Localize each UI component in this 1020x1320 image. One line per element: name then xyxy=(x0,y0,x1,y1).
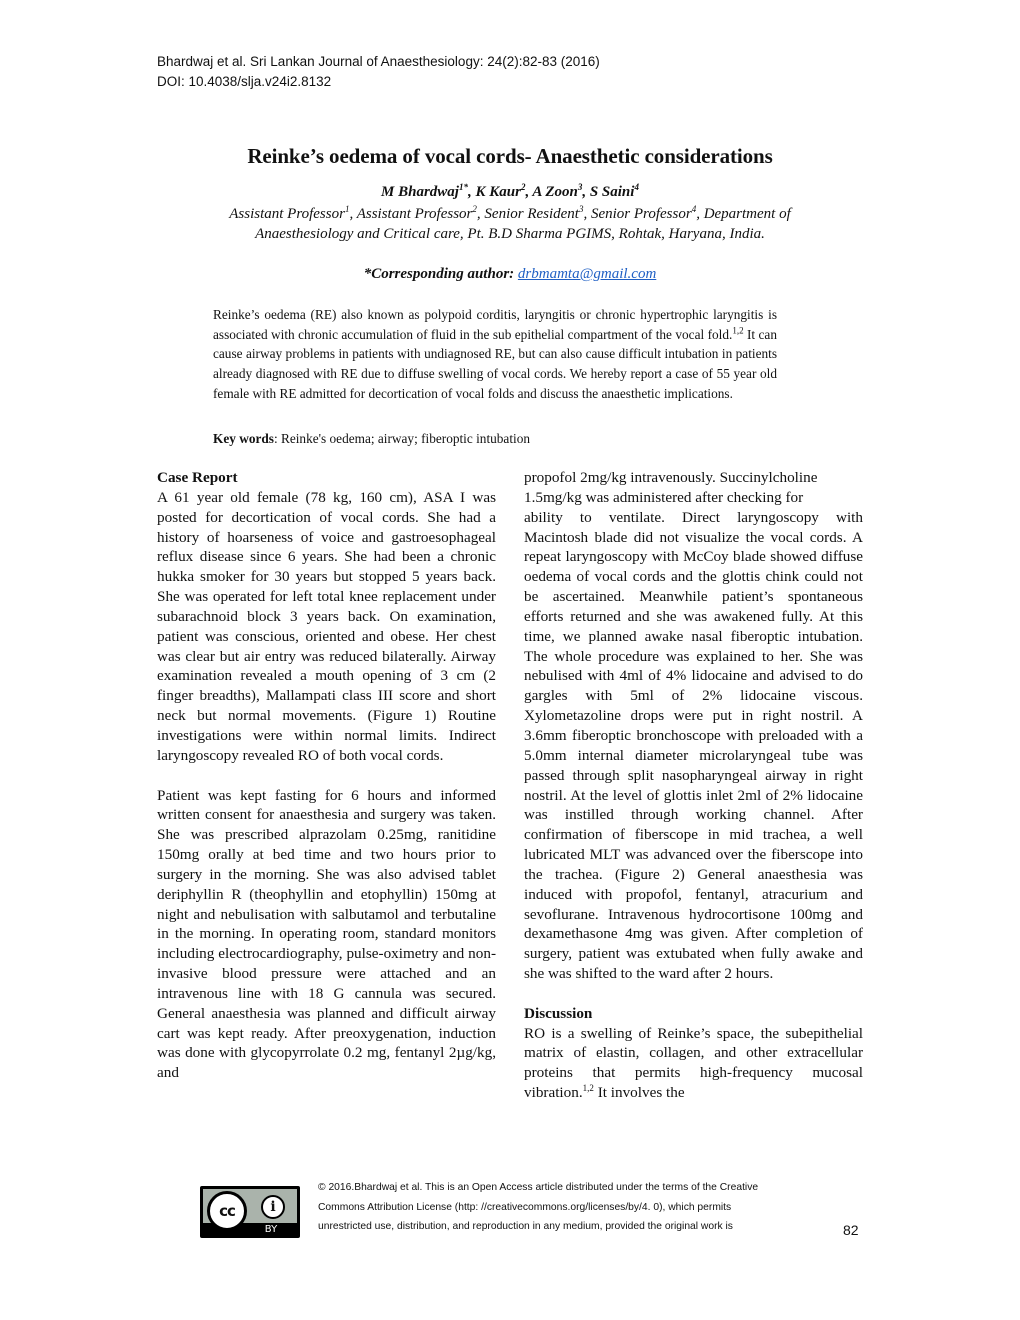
abstract-text-1: Reinke’s oedema (RE) also known as polypoid corditis, laryngitis or chronic hypertrophic laryngitis is associated with chronic accumulation of fluid in the sub epithelial compartment of the vocal fold. xyxy=(213,307,777,342)
author-sup: 2 xyxy=(520,182,526,192)
attribution-person-icon: i xyxy=(261,1195,285,1219)
keywords-label: Key words xyxy=(213,431,274,446)
author-sup: 3 xyxy=(577,182,583,192)
doi: DOI: 10.4038/slja.v24i2.8132 xyxy=(157,74,332,89)
cc-badge-top xyxy=(203,1189,297,1223)
license-text xyxy=(318,1178,758,1237)
corresponding-email-link[interactable]: drbmamta@gmail.com xyxy=(517,266,657,282)
case-report-paragraph-3: ability to ventilate. Direct laryngoscopy with Macintosh blade did not visualize the vocal cords. A repeat laryngoscopy with McCoy blade showed diffuse oedema of vocal cords and the glottis chink could not be ascertained. Meanwhile patient’s spontaneous efforts returned and she was awakened fully. At this time, we planned awake nasal fiberoptic intubation. The whole procedure was explained to her. She was nebulised with 4ml of 4% lidocaine and advised to do gargles with 5ml of 2% lidocaine viscous. Xylometazoline drops were put in right nostril. A 3.6mm fiberoptic bronchoscope with preloaded with a 5.0mm internal diameter microlaryngeal tube was passed through split nasopharyngeal airway in right nostril. At the level of glottis inlet 2ml of 2% lidocaine was instilled through working channel. After confirmation of fiberscope in mid trachea, a well lubricated MLT was advanced over the fiberscope into the trachea. (Figure 2) General anaesthesia was induced with propofol, fentanyl, atracurium and sevoflurane. Intravenous hydrocortisone 100mg and dexamethasone 4mg was given. After completion of surgery, patient was extubated when fully awake and she was shifted to the ward after 2 hours. xyxy=(524,508,863,983)
keywords xyxy=(213,431,530,447)
license-line-3: unrestricted use, distribution, and reproduction in any medium, provided the original work is xyxy=(318,1221,733,1232)
case-report-paragraph-3-line-2: 1.5mg/kg was administered after checking for xyxy=(524,488,804,506)
page-number: 82 xyxy=(843,1222,859,1238)
author-sup: 1* xyxy=(458,182,468,192)
affil-sup: 3 xyxy=(578,204,584,214)
discussion-text-2: It involves the xyxy=(593,1084,685,1102)
abstract-text-2: It can cause airway problems in patients with undiagnosed RE, but can also cause difficult intubation in patients already diagnosed with RE due to diffuse swelling of vocal cords. We hereby report a case of 55 year old female with RE admitted for decortication of vocal folds and discuss the anaesthetic implications. xyxy=(213,326,777,401)
author-name: A Zoon xyxy=(532,184,578,200)
affil-dept-1: , Department of xyxy=(696,206,791,222)
author-name: M Bhardwaj xyxy=(381,184,459,200)
corresponding-label: *Corresponding author: xyxy=(363,266,515,282)
creative-commons-icon: cc xyxy=(207,1191,247,1231)
abstract xyxy=(213,305,777,404)
discussion-heading: Discussion xyxy=(524,1004,593,1022)
corresponding-author xyxy=(0,266,1020,283)
author-list: M Bhardwaj$^{1*}$, K Kaur$^2$, A Zoon$^3$, S Saini$^4$ xyxy=(381,182,639,200)
by-label: BY xyxy=(264,1224,278,1235)
abstract-ref: 1,2 xyxy=(732,325,744,336)
author-name: K Kaur xyxy=(475,184,521,200)
author-sup: 4 xyxy=(634,182,639,192)
case-report-paragraph-3-line-1: propofol 2mg/kg intravenously. Succinylcholine xyxy=(524,469,818,486)
license-line-1: © 2016.Bhardwaj et al. This is an Open Access article distributed under the terms of the Creative xyxy=(318,1182,759,1193)
affil-sup: 1 xyxy=(344,204,350,214)
journal-citation: Bhardwaj et al. Sri Lankan Journal of Anaesthesiology: 24(2):82-83 (2016) xyxy=(157,54,600,69)
affil-role: Assistant Professor xyxy=(356,206,473,222)
column-left xyxy=(157,468,496,1083)
footer xyxy=(200,1178,860,1248)
author-name: S Saini xyxy=(589,184,635,200)
discussion-text-1: RO is a swelling of Reinke’s space, the subepithelial matrix of elastin, collagen, and other extracellular proteins that permits high-frequency mucosal vibration. xyxy=(524,1024,863,1102)
affil-sup: 4 xyxy=(691,204,697,214)
case-report-heading: Case Report xyxy=(157,469,238,486)
case-report-paragraph-1: A 61 year old female (78 kg, 160 cm), ASA I was posted for decortication of vocal cords. She had a history of hoarseness of voice and gastroesophageal reflux disease since 6 years. She had been a chronic hukka smoker for 30 years but stopped 5 years back. She was operated for left total knee replacement under subarachnoid block 3 years back. On examination, patient was conscious, oriented and obese. Her chest was clear but air entry was reduced bilaterally. Airway examination revealed a mouth opening of 3 cm (2 finger breadths), Mallampati class III score and short neck but normal movements. (Figure 1) Routine investigations were within normal limits. Indirect laryngoscopy revealed RO of both vocal cords. xyxy=(157,488,496,764)
affiliations: Assistant Professor$^1$, Assistant Professor$^2$, Senior Resident$^3$, Senior Professor$^4$, Department of Anaesthesiology and Critical care, Pt. B.D Sharma PGIMS, Rohtak, Haryana, India. xyxy=(229,204,791,242)
column-right xyxy=(524,468,863,1103)
license-line-2: Commons Attribution License (http: //creativecommons.org/licenses/by/4. 0), which permits xyxy=(318,1201,732,1213)
article-title: Reinke’s oedema of vocal cords- Anaesthetic considerations xyxy=(247,144,773,168)
affil-role: Senior Resident xyxy=(484,206,579,222)
discussion-ref: 1,2 xyxy=(582,1083,594,1094)
affil-role: Assistant Professor xyxy=(229,206,345,222)
discussion-paragraph xyxy=(524,1024,863,1103)
affil-dept-2: Anaesthesiology and Critical care, Pt. B.D Sharma PGIMS, Rohtak, Haryana, India. xyxy=(255,226,765,242)
affil-role: Senior Professor xyxy=(590,206,692,222)
cc-by-license-badge[interactable] xyxy=(200,1186,300,1238)
affil-sup: 2 xyxy=(472,204,477,214)
running-header xyxy=(157,52,600,92)
case-report-paragraph-2: Patient was kept fasting for 6 hours and informed written consent for anaesthesia and surgery was taken. She was prescribed alprazolam 0.25mg, ranitidine 150mg orally at bed time and two hours prior to surgery in the morning. She was also advised tablet deriphyllin R (theophyllin and etophyllin) 150mg at night and nebulisation with salbutamol and terbutaline in the morning. In operating room, standard monitors including electrocardiography, pulse-oximetry and non-invasive blood pressure were attached and an intravenous line with 18 G cannula was secured. General anaesthesia was planned and difficult airway cart was kept ready. After preoxygenation, induction was done with glycopyrrolate 0.2 mg, fentanyl 2µg/kg, and xyxy=(157,786,496,1082)
keywords-value: : Reinke's oedema; airway; fiberoptic intubation xyxy=(273,431,531,446)
